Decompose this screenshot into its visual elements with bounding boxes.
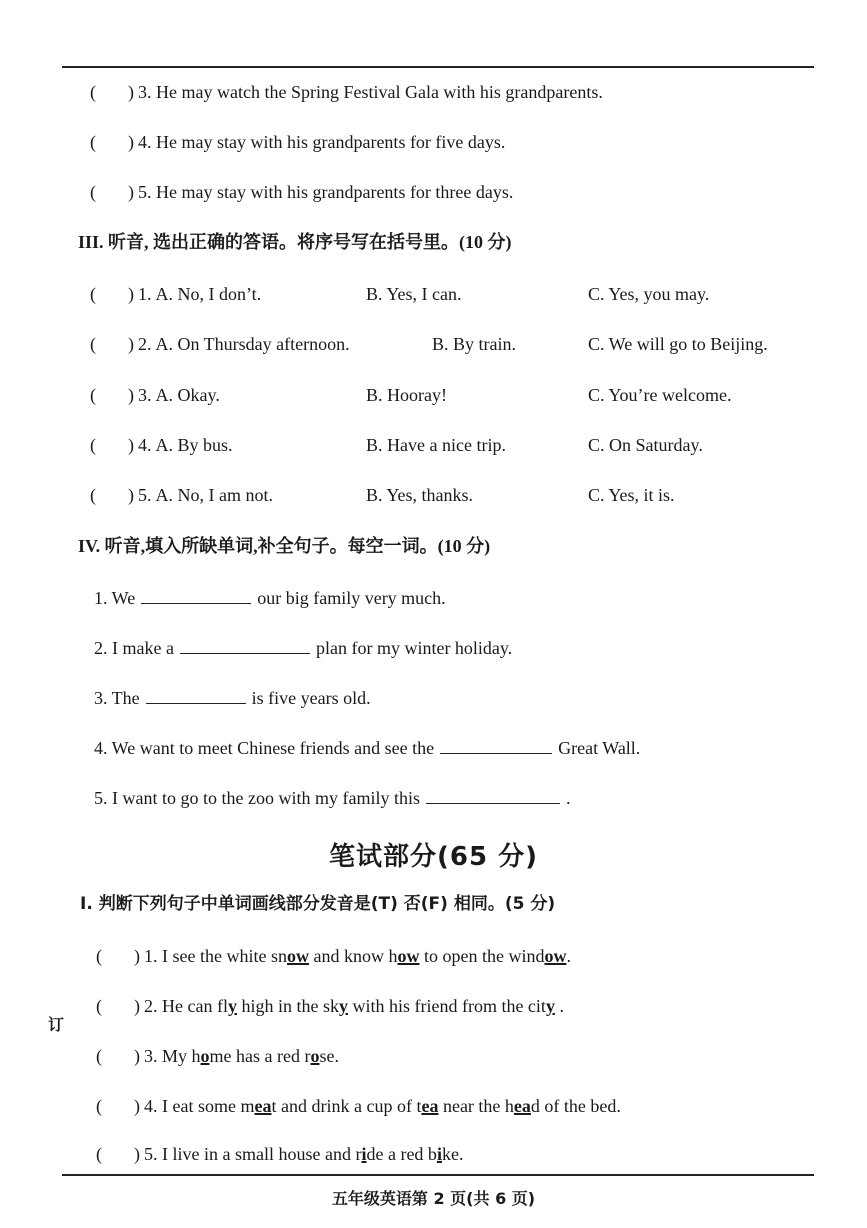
underlined-letters: ea (513, 1096, 531, 1116)
sentence-end: Great Wall. (558, 738, 641, 758)
answer-blank[interactable] (141, 589, 251, 604)
option-c: C. On Saturday. (588, 435, 703, 455)
sentence-text: ke. (441, 1144, 464, 1164)
answer-bracket-close: ) (134, 1046, 140, 1066)
sentence-end: . (565, 788, 571, 808)
answer-blank[interactable] (440, 739, 552, 754)
section-iii-heading: III. 听音, 选出正确的答语。将序号写在括号里。(10 分) (78, 232, 512, 252)
answer-bracket-close: ) (128, 132, 134, 152)
option-c: C. Yes, it is. (588, 485, 675, 505)
sentence-text: t and drink a cup of t (271, 1096, 422, 1116)
answer-bracket[interactable]: ( (96, 1096, 102, 1116)
binding-margin-mark: 订 (48, 1017, 65, 1034)
option-c: C. Yes, you may. (588, 284, 710, 304)
option-b: B. Have a nice trip. (366, 435, 506, 455)
fill-in-row (94, 786, 570, 810)
option-b: B. Hooray! (366, 385, 447, 405)
underlined-letters: ow (544, 946, 567, 966)
option-c: C. You’re welcome. (588, 385, 732, 405)
sentence-text: and know h (308, 946, 398, 966)
sentence-text: 3. My h (144, 1046, 201, 1066)
underlined-letters: y (227, 996, 237, 1016)
question-row (90, 383, 220, 407)
option-a: A. By bus. (155, 435, 233, 455)
underlined-letters: y (545, 996, 555, 1016)
answer-bracket[interactable]: ( (90, 284, 96, 304)
question-number: 3. (138, 385, 152, 405)
sentence-start: 1. We (94, 588, 136, 608)
answer-bracket-close: ) (134, 1096, 140, 1116)
written-section-i-heading: I. 判断下列句子中单词画线部分发音是(T) 否(F) 相同。(5 分) (80, 894, 556, 914)
answer-bracket[interactable]: ( (90, 334, 96, 354)
sentence-end: plan for my winter holiday. (315, 638, 513, 658)
judgement-row (96, 1142, 463, 1166)
answer-bracket-close: ) (128, 182, 134, 202)
sentence-text: high in the sk (236, 996, 339, 1016)
question-row (90, 483, 273, 507)
judgement-row (96, 994, 564, 1018)
sentence-end: is five years old. (251, 688, 371, 708)
underlined-letters: ea (421, 1096, 439, 1116)
sentence-start: 4. We want to meet Chinese friends and see the (94, 738, 435, 758)
answer-bracket[interactable]: ( (96, 996, 102, 1016)
judgement-row (96, 944, 571, 968)
answer-bracket[interactable]: ( (90, 182, 96, 202)
statement-text: 5. He may stay with his grandparents for three days. (138, 182, 514, 202)
sentence-text: 4. I eat some m (144, 1096, 255, 1116)
question-row (90, 332, 350, 356)
answer-bracket-close: ) (134, 996, 140, 1016)
question-number: 2. (138, 334, 152, 354)
answer-blank[interactable] (180, 639, 310, 654)
answer-bracket-close: ) (128, 385, 134, 405)
written-part-title: 笔试部分(65 分) (329, 842, 538, 872)
statement-row (90, 80, 603, 104)
statement-row (90, 130, 505, 154)
answer-bracket-close: ) (128, 284, 134, 304)
option-b: B. Yes, thanks. (366, 485, 474, 505)
answer-bracket-close: ) (128, 334, 134, 354)
option-a: A. No, I am not. (155, 485, 273, 505)
sentence-text: 1. I see the white sn (144, 946, 287, 966)
answer-bracket-close: ) (128, 485, 134, 505)
answer-bracket[interactable]: ( (90, 435, 96, 455)
section-iv-heading: IV. 听音,填入所缺单词,补全句子。每空一词。(10 分) (78, 536, 491, 556)
sentence-text: 2. He can fl (144, 996, 228, 1016)
answer-bracket-close: ) (128, 435, 134, 455)
answer-bracket[interactable]: ( (90, 132, 96, 152)
sentence-text: se. (319, 1046, 339, 1066)
sentence-end: our big family very much. (257, 588, 446, 608)
statement-row (90, 180, 513, 204)
question-row (90, 282, 261, 306)
sentence-text: . (554, 996, 564, 1016)
sentence-text: with his friend from the cit (347, 996, 546, 1016)
option-a: A. Okay. (155, 385, 220, 405)
sentence-text: 5. I live in a small house and r (144, 1144, 362, 1164)
answer-bracket-close: ) (128, 82, 134, 102)
sentence-text: near the h (438, 1096, 514, 1116)
sentence-text: d of the bed. (530, 1096, 621, 1116)
fill-in-row (94, 636, 512, 660)
question-number: 4. (138, 435, 152, 455)
answer-bracket[interactable]: ( (96, 1046, 102, 1066)
underlined-letters: o (310, 1046, 320, 1066)
underlined-letters: i (436, 1144, 442, 1164)
underlined-letters: ow (397, 946, 420, 966)
option-a: A. On Thursday afternoon. (155, 334, 350, 354)
sentence-start: 5. I want to go to the zoo with my family this (94, 788, 420, 808)
underlined-letters: i (361, 1144, 367, 1164)
answer-bracket[interactable]: ( (96, 1144, 102, 1164)
sentence-text: de a red b (366, 1144, 437, 1164)
answer-bracket[interactable]: ( (90, 82, 96, 102)
answer-bracket[interactable]: ( (90, 385, 96, 405)
underlined-letters: ow (286, 946, 309, 966)
option-c: C. We will go to Beijing. (588, 334, 768, 354)
option-b: B. Yes, I can. (366, 284, 462, 304)
statement-text: 4. He may stay with his grandparents for five days. (138, 132, 506, 152)
answer-bracket[interactable]: ( (96, 946, 102, 966)
question-number: 1. (138, 284, 152, 304)
statement-text: 3. He may watch the Spring Festival Gala with his grandparents. (138, 82, 603, 102)
underlined-letters: y (338, 996, 348, 1016)
option-b: B. By train. (432, 334, 516, 354)
fill-in-row (94, 736, 640, 760)
question-number: 5. (138, 485, 152, 505)
answer-bracket-close: ) (134, 1144, 140, 1164)
sentence-start: 3. The (94, 688, 140, 708)
sentence-text: . (566, 946, 571, 966)
sentence-start: 2. I make a (94, 638, 174, 658)
answer-bracket[interactable]: ( (90, 485, 96, 505)
page-footer: 五年级英语第 2 页(共 6 页) (331, 1189, 536, 1208)
sentence-text: to open the wind (419, 946, 545, 966)
answer-blank[interactable] (426, 789, 560, 804)
underlined-letters: ea (254, 1096, 272, 1116)
judgement-row (96, 1094, 621, 1118)
sentence-text: me has a red r (209, 1046, 311, 1066)
answer-blank[interactable] (146, 689, 246, 704)
fill-in-row (94, 686, 371, 710)
option-a: A. No, I don’t. (155, 284, 262, 304)
question-row (90, 433, 233, 457)
answer-bracket-close: ) (134, 946, 140, 966)
underlined-letters: o (200, 1046, 210, 1066)
top-rule (62, 66, 814, 68)
bottom-rule (62, 1174, 814, 1176)
judgement-row (96, 1044, 339, 1068)
fill-in-row (94, 586, 446, 610)
